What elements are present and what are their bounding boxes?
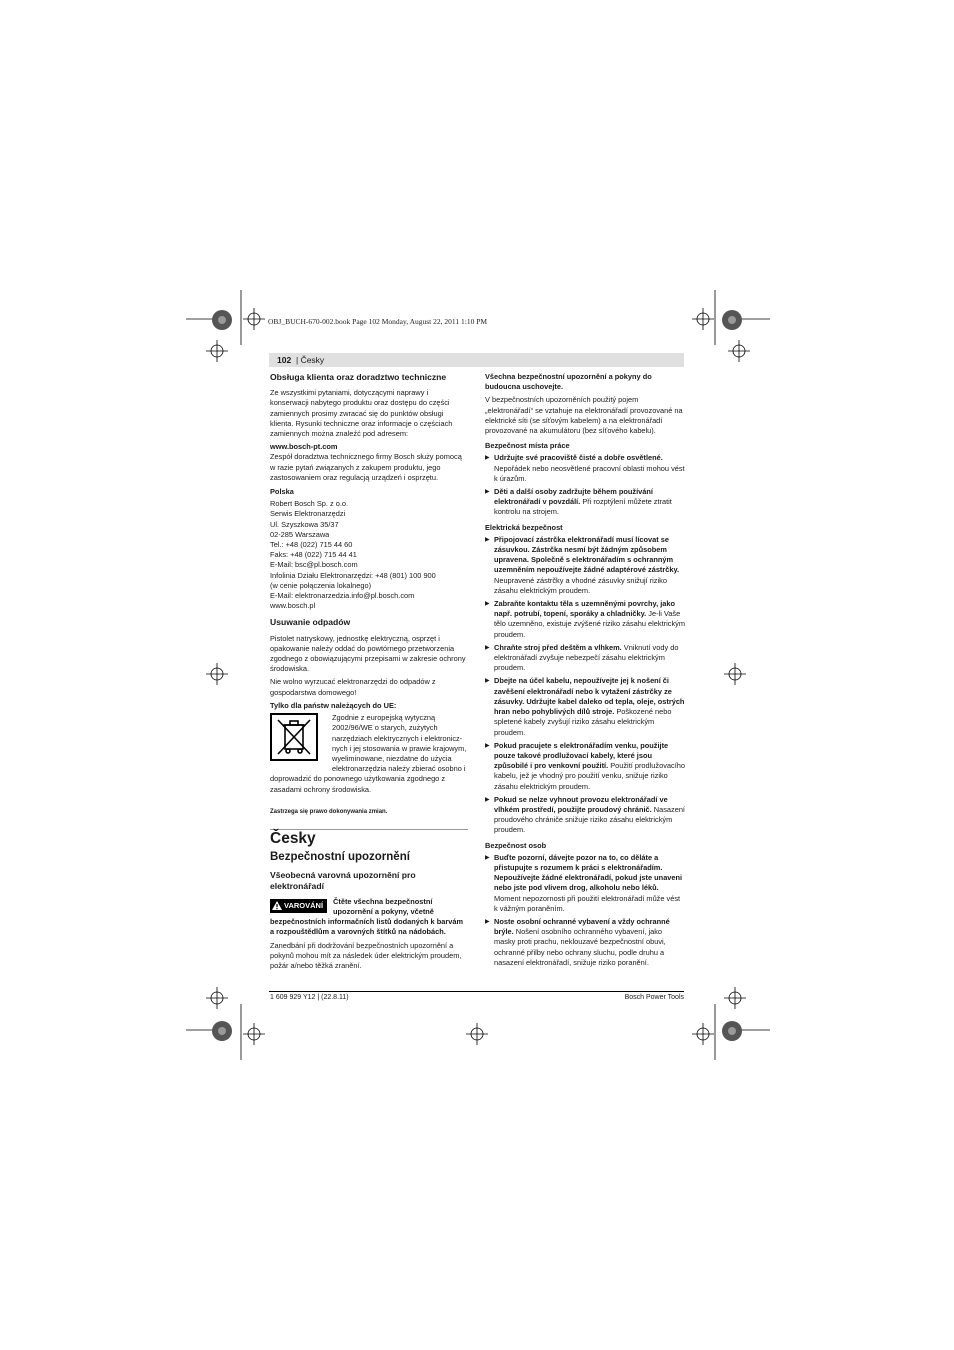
crosshair-mark-icon	[692, 308, 714, 330]
address-line: E-Mail: bsc@pl.bosch.com	[270, 560, 358, 570]
service-url: www.bosch-pt.com	[270, 442, 338, 452]
bullet-bold: Děti a další osoby zadržujte během používání elektronářadí v povzdálí.	[494, 487, 653, 507]
address-block	[270, 499, 468, 611]
bullet-bold: Pokud se nelze vyhnout provozu elektronářadí ve vlhkém prostředí, použijte proudový chránič.	[494, 794, 668, 814]
footer-doc-number: 1 609 929 Y12 | (22.8.11)	[270, 994, 349, 1001]
bullet-bold: Chraňte stroj před deštěm a vlhkem.	[494, 642, 622, 652]
weee-section	[270, 713, 468, 774]
list-item	[485, 643, 685, 674]
czech-title: Česky	[270, 829, 316, 847]
address-line: Infolinia Działu Elektronarzędzi: +48 (801) 100 900	[270, 570, 436, 580]
bullet-bold: Udržujte své pracoviště čisté a dobře osvětlené.	[494, 453, 663, 463]
address-line: Ul. Szyszkowa 35/37	[270, 519, 339, 529]
bullet-bold: Buďte pozorní, dávejte pozor na to, co děláte a přistupujte s rozumem k práci s elektronářadím. Nepoužívejte žádné elektronářadí, pokud jste unaveni nebo jste pod vlivem drog, alkoholu nebo léků.	[494, 852, 683, 893]
footer-rule	[269, 991, 684, 992]
bullet-bold: Dbejte na účel kabelu, nepoužívejte jej k nošení či zavěšení elektronářadí nebo k vytažení zástrčky ze zásuvky. Udržujte kabel daleko od tepla, oleje, ostrých hran nebo pohyblivých dílů stroje.	[494, 676, 685, 717]
page-number: 102	[277, 355, 292, 365]
crosshair-mark-icon	[728, 340, 750, 362]
crosshair-mark-icon	[243, 1023, 265, 1045]
bullet-text: Neupravené zástrčky a vhodné zásuvky snižují riziko zásahu elektrickým proudem.	[494, 575, 667, 595]
left-column	[270, 372, 468, 974]
weee-line: wyeliminowane, niezdatne do użycia	[332, 753, 452, 763]
registration-mark-icon	[210, 1019, 234, 1043]
crosshair-mark-icon	[724, 663, 746, 685]
safety-title: Bezpečnostní upozornění	[270, 851, 410, 864]
weee-line: nych i jej stosowania w prawie krajowym,	[332, 743, 467, 753]
bullet-text: Nasazení proudového chrániče snižuje riziko zásahu elektrickým proudem.	[494, 804, 685, 835]
list-item	[485, 599, 685, 640]
general-warnings-heading: Všeobecná varovná upozornění pro elektronářadí	[270, 870, 416, 891]
service-text: Ze wszystkimi pytaniami, dotyczącymi naprawy i konserwacji nabytego produktu oraz dostępu do części zamiennych prosimy zwracać się do punktów obsługi klienta. Rysunki techniczne oraz informacje o częściach zamiennych można znaleźć pod adresem:	[270, 388, 453, 439]
bullet-bold: Pokud pracujete s elektronářadím venku, použijte pouze takové prodlužovací kabely, které jsou způsobilé i pro venkovní použití.	[494, 740, 669, 771]
address-line: Robert Bosch Sp. z o.o.	[270, 499, 349, 509]
warning-text: Zanedbání při dodržování bezpečnostních upozornění a pokynů mohou mít za následek úder elektrickým proudem, požár a/nebo těžká zranění.	[270, 940, 462, 970]
list-item	[485, 917, 685, 968]
advice-text: Zespół doradztwa technicznego firmy Bosch służy pomocą w razie pytań związanych z zakupem produktu, jego zastosowaniem oraz regulacją urządzeń i osprzętu.	[270, 452, 462, 482]
list-item	[485, 453, 685, 484]
disposal-text: Pistolet natryskowy, jednostkę elektryczną, osprzęt i opakowanie należy oddać do powtórnego przetworzenia zgodnego z obowiązującymi przepisami w zakresie ochrony środowiska.	[270, 633, 466, 674]
header-language: | Česky	[296, 355, 325, 365]
weee-line: 2002/96/WE o starych, zużytych	[332, 723, 438, 733]
country-heading: Polska	[270, 487, 294, 497]
warning-text-bold: Čtěte všechna bezpečnostní upozornění a pokyny, včetně bezpečnostních informačních listů dodaných k barvám a rozpouštědlům a varovných štítků na nádobách.	[270, 896, 464, 937]
page-header	[269, 353, 684, 367]
address-line: Tel.: +48 (022) 715 44 60	[270, 540, 353, 550]
bullet-text: Při rozptýlení můžete ztratit kontrolu na strojem.	[494, 497, 672, 517]
list-item	[485, 676, 685, 737]
list-item	[485, 853, 685, 914]
address-line: 02-285 Warszawa	[270, 529, 330, 539]
address-line: www.bosch.pl	[270, 601, 316, 611]
personal-heading: Bezpečnost osob	[485, 840, 547, 850]
definition-text: V bezpečnostních upozorněních použitý pojem „elektronářadí“ se vztahuje na elektronářadí provozované na elektrické síti (se síťovým kabelem) a na elektronářadí provozované na akumulátoru (bez síťového kabelu).	[485, 395, 683, 436]
registration-mark-icon	[720, 308, 744, 332]
weee-line: narzędziach elektrycznych i elektronicz-	[332, 733, 463, 743]
address-line: Serwis Elektronarzędzi	[270, 509, 346, 519]
registration-mark-icon	[720, 1019, 744, 1043]
crossed-bin-icon	[270, 713, 318, 761]
bullet-text: Použití prodlužovacího kabelu, jež je vhodný pro použití venku, snižuje riziko zásahu elektrickým proudem.	[494, 761, 685, 791]
bullet-bold: Noste osobní ochranné vybavení a vždy ochranné brýle.	[494, 916, 670, 937]
crosshair-mark-icon	[206, 663, 228, 685]
list-item	[485, 535, 685, 596]
work-area-heading: Bezpečnost místa práce	[485, 441, 570, 451]
address-line: (w cenie połączenia lokalnego)	[270, 580, 372, 590]
crosshair-mark-icon	[724, 987, 746, 1009]
weee-text	[332, 713, 466, 774]
bullet-text: Poškozené nebo spletené kabely zvyšují riziko zásahu elektrickým proudem.	[494, 707, 672, 737]
list-item	[485, 741, 685, 792]
right-column	[485, 372, 685, 971]
bullet-text: Nošení osobního ochranného vybavení, jako masky proti prachu, neklouzavé bezpečnostní obuvi, ochranné přilby nebo ochrany sluchu, podle druhu a nasazení elektronářadí, snižuje riziko poranění.	[494, 927, 666, 967]
warning-label: VAROVÁNÍ	[284, 900, 324, 910]
list-item	[485, 487, 685, 518]
crosshair-mark-icon	[206, 987, 228, 1009]
eu-only-heading: Tylko dla państw należących do UE:	[270, 700, 397, 710]
address-line: E-Mail: elektronarzedzia.info@pl.bosch.com	[270, 591, 415, 601]
registration-mark-icon	[210, 308, 234, 332]
disposal-text-2: Nie wolno wyrzucać elektronarzędzi do odpadów z gospodarstwa domowego!	[270, 677, 436, 697]
warning-triangle-icon	[272, 901, 282, 910]
bullet-bold: Připojovací zástrčka elektronářadí musí lícovat se zásuvkou. Zástrčka nesmí být žádným způsobem upravena. Společně s elektronářadím s ochranným uzemněním nepoužívejte žádné adaptérové zástrčky.	[494, 534, 680, 575]
electrical-heading: Elektrická bezpečnost	[485, 522, 563, 532]
bullet-text: Moment nepozornosti při použití elektronářadí může vést k vážným poraněním.	[494, 893, 681, 913]
crosshair-mark-icon	[206, 340, 228, 362]
keep-instructions: Všechna bezpečnostní upozornění a pokyny do budoucna uschovejte.	[485, 372, 652, 392]
bullet-text: Nepořádek nebo neosvětlené pracovní oblasti mohou vést k úrazům.	[494, 463, 685, 483]
weee-line: elektronarzędzia należy zbierać osobno i	[332, 764, 466, 774]
weee-line: Zgodnie z europejską wytyczną	[332, 713, 436, 723]
weee-text-rest: doprowadzić do ponownego użytkowania zgodnego z zasadami ochrony środowiska.	[270, 774, 446, 794]
footer-brand: Bosch Power Tools	[624, 994, 684, 1001]
address-line: Faks: +48 (022) 715 44 41	[270, 550, 357, 560]
bullet-bold: Zabraňte kontaktu těla s uzemněnými povrchy, jako např. potrubí, topení, sporáky a chladničky.	[494, 599, 675, 619]
crosshair-mark-icon	[692, 1023, 714, 1045]
list-item	[485, 795, 685, 836]
warning-badge	[270, 899, 327, 913]
warning-block	[270, 897, 468, 971]
service-heading: Obsługa klienta oraz doradztwo techniczne	[270, 372, 447, 382]
bullet-text: Vniknutí vody do elektronářadí zvyšuje nebezpečí zásahu elektrickým proudem.	[494, 642, 679, 673]
crosshair-mark-icon	[243, 308, 265, 330]
disposal-heading: Usuwanie odpadów	[270, 617, 351, 628]
crosshair-mark-icon	[466, 1023, 488, 1045]
disclaimer: Zastrzega się prawo dokonywania zmian.	[270, 808, 388, 815]
bullet-text: Je-li Vaše tělo uzemněno, existuje zvýšené riziko zásahu elektrickým proudem.	[494, 609, 686, 639]
print-slug: OBJ_BUCH-670-002.book Page 102 Monday, August 22, 2011 1:10 PM	[268, 317, 488, 326]
